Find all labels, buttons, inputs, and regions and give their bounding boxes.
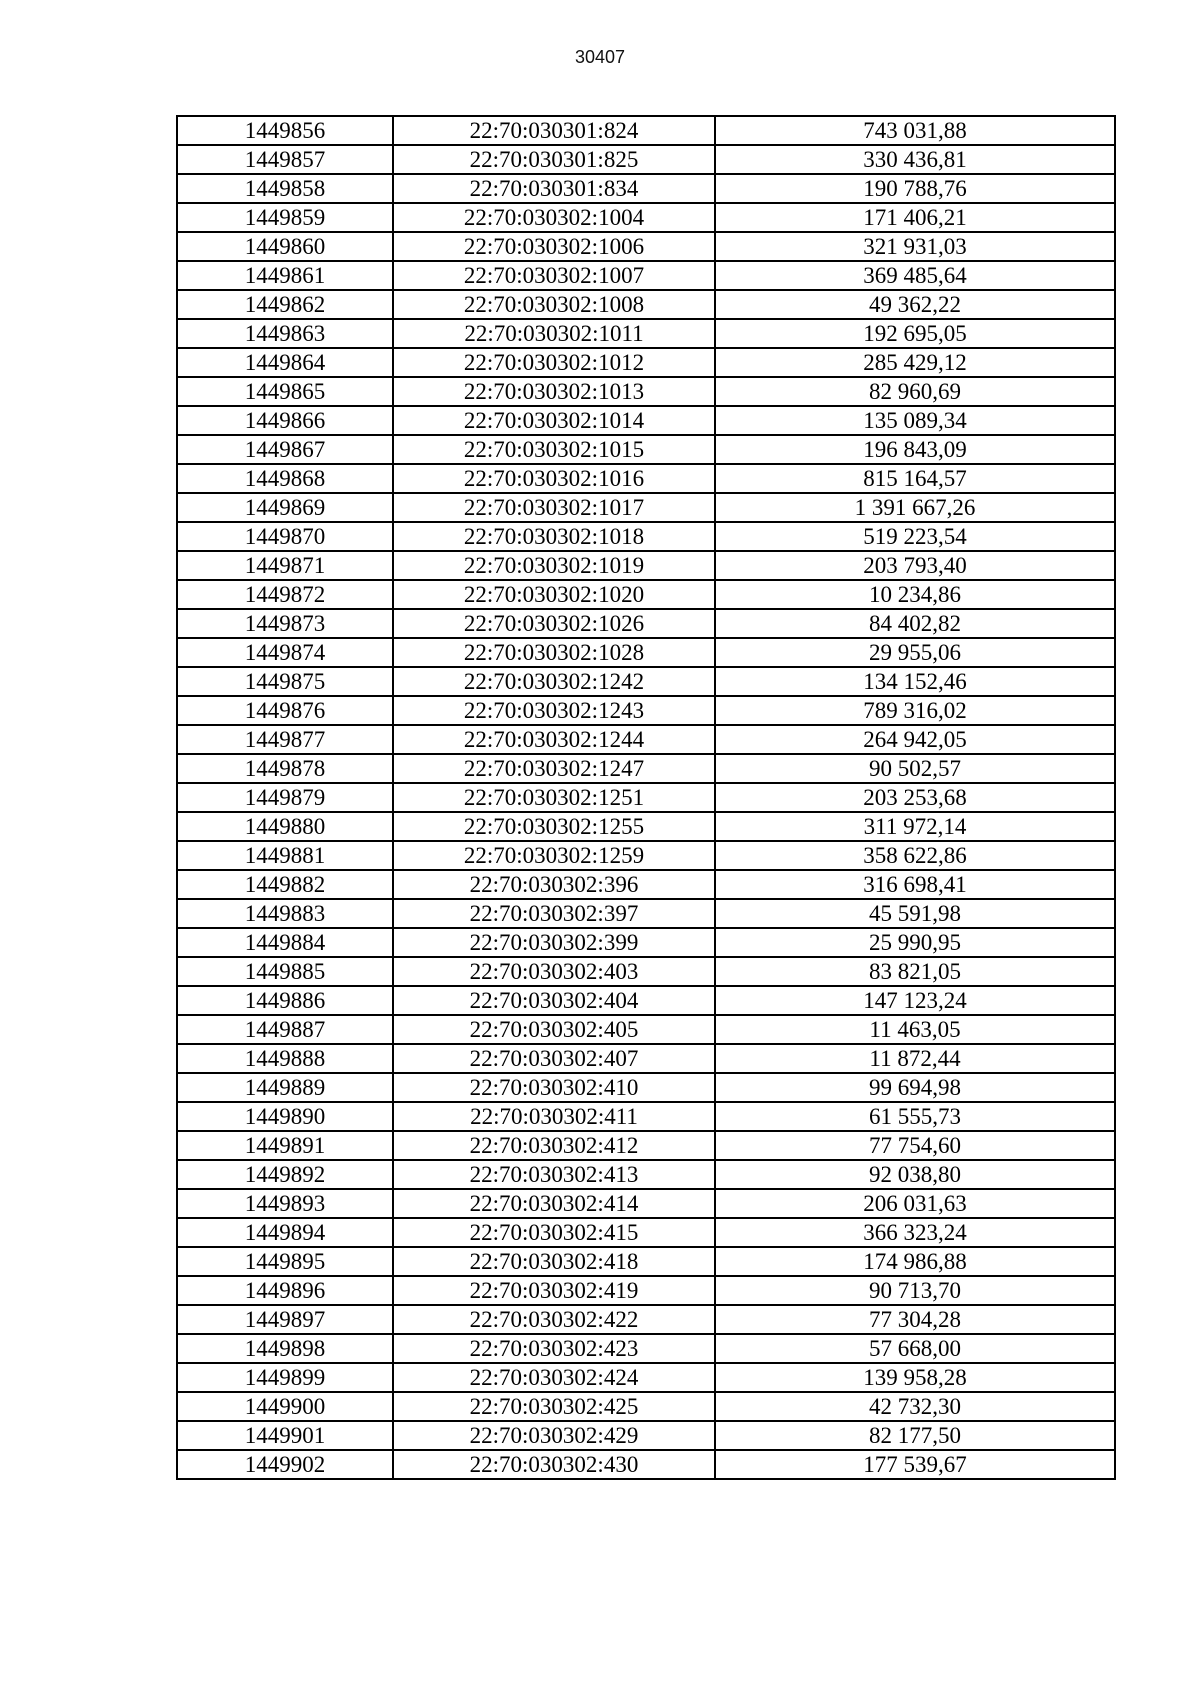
table-row	[177, 696, 1115, 725]
row-number-cell: 1449893	[177, 1189, 393, 1218]
cadastral-value-cell: 42 732,30	[715, 1392, 1115, 1421]
table-row	[177, 232, 1115, 261]
cadastral-value-cell: 519 223,54	[715, 522, 1115, 551]
cadastral-number-cell: 22:70:030302:425	[393, 1392, 715, 1421]
table-row	[177, 145, 1115, 174]
cadastral-number-cell: 22:70:030302:412	[393, 1131, 715, 1160]
row-number-cell: 1449872	[177, 580, 393, 609]
cadastral-value-cell: 84 402,82	[715, 609, 1115, 638]
cadastral-value-cell: 10 234,86	[715, 580, 1115, 609]
row-number-cell: 1449896	[177, 1276, 393, 1305]
row-number-cell: 1449895	[177, 1247, 393, 1276]
cadastral-value-cell: 177 539,67	[715, 1450, 1115, 1479]
table-row	[177, 986, 1115, 1015]
cadastral-number-cell: 22:70:030302:403	[393, 957, 715, 986]
cadastral-value-cell: 369 485,64	[715, 261, 1115, 290]
cadastral-number-cell: 22:70:030302:1008	[393, 290, 715, 319]
row-number-cell: 1449874	[177, 638, 393, 667]
cadastral-number-cell: 22:70:030302:1259	[393, 841, 715, 870]
row-number-cell: 1449900	[177, 1392, 393, 1421]
cadastral-number-cell: 22:70:030302:1242	[393, 667, 715, 696]
cadastral-number-cell: 22:70:030302:1013	[393, 377, 715, 406]
table-row	[177, 928, 1115, 957]
cadastral-value-cell: 83 821,05	[715, 957, 1115, 986]
row-number-cell: 1449888	[177, 1044, 393, 1073]
table-row	[177, 116, 1115, 145]
table-row	[177, 1363, 1115, 1392]
cadastral-number-cell: 22:70:030302:404	[393, 986, 715, 1015]
cadastral-value-cell: 366 323,24	[715, 1218, 1115, 1247]
table-row	[177, 899, 1115, 928]
cadastral-number-cell: 22:70:030302:1017	[393, 493, 715, 522]
cadastral-value-cell: 743 031,88	[715, 116, 1115, 145]
cadastral-value-cell: 77 304,28	[715, 1305, 1115, 1334]
cadastral-value-cell: 99 694,98	[715, 1073, 1115, 1102]
cadastral-number-cell: 22:70:030302:411	[393, 1102, 715, 1131]
row-number-cell: 1449876	[177, 696, 393, 725]
row-number-cell: 1449882	[177, 870, 393, 899]
cadastral-number-cell: 22:70:030302:423	[393, 1334, 715, 1363]
cadastral-value-cell: 815 164,57	[715, 464, 1115, 493]
cadastral-number-cell: 22:70:030302:419	[393, 1276, 715, 1305]
cadastral-number-cell: 22:70:030302:1006	[393, 232, 715, 261]
cadastral-number-cell: 22:70:030302:1007	[393, 261, 715, 290]
row-number-cell: 1449890	[177, 1102, 393, 1131]
row-number-cell: 1449863	[177, 319, 393, 348]
cadastral-value-cell: 203 793,40	[715, 551, 1115, 580]
row-number-cell: 1449861	[177, 261, 393, 290]
row-number-cell: 1449865	[177, 377, 393, 406]
table-row	[177, 1160, 1115, 1189]
row-number-cell: 1449878	[177, 754, 393, 783]
row-number-cell: 1449857	[177, 145, 393, 174]
row-number-cell: 1449875	[177, 667, 393, 696]
row-number-cell: 1449877	[177, 725, 393, 754]
cadastral-number-cell: 22:70:030302:407	[393, 1044, 715, 1073]
cadastral-number-cell: 22:70:030302:415	[393, 1218, 715, 1247]
cadastral-number-cell: 22:70:030302:424	[393, 1363, 715, 1392]
table-row	[177, 1305, 1115, 1334]
row-number-cell: 1449866	[177, 406, 393, 435]
row-number-cell: 1449860	[177, 232, 393, 261]
table-row	[177, 580, 1115, 609]
row-number-cell: 1449868	[177, 464, 393, 493]
table-row	[177, 1218, 1115, 1247]
table-row	[177, 1015, 1115, 1044]
table-row	[177, 1247, 1115, 1276]
row-number-cell: 1449870	[177, 522, 393, 551]
cadastral-value-cell: 57 668,00	[715, 1334, 1115, 1363]
row-number-cell: 1449886	[177, 986, 393, 1015]
row-number-cell: 1449902	[177, 1450, 393, 1479]
cadastral-number-cell: 22:70:030302:1016	[393, 464, 715, 493]
table-row	[177, 725, 1115, 754]
table-row	[177, 1189, 1115, 1218]
table-row	[177, 1450, 1115, 1479]
table-row	[177, 464, 1115, 493]
cadastral-value-cell: 77 754,60	[715, 1131, 1115, 1160]
table-row	[177, 1073, 1115, 1102]
cadastral-value-cell: 29 955,06	[715, 638, 1115, 667]
cadastral-value-cell: 285 429,12	[715, 348, 1115, 377]
cadastral-value-cell: 192 695,05	[715, 319, 1115, 348]
cadastral-value-cell: 25 990,95	[715, 928, 1115, 957]
cadastral-number-cell: 22:70:030302:405	[393, 1015, 715, 1044]
table-row	[177, 493, 1115, 522]
table-body	[177, 116, 1115, 1479]
cadastral-number-cell: 22:70:030302:1244	[393, 725, 715, 754]
cadastral-number-cell: 22:70:030302:1011	[393, 319, 715, 348]
table-row	[177, 551, 1115, 580]
table-row	[177, 957, 1115, 986]
row-number-cell: 1449873	[177, 609, 393, 638]
row-number-cell: 1449887	[177, 1015, 393, 1044]
row-number-cell: 1449889	[177, 1073, 393, 1102]
row-number-cell: 1449898	[177, 1334, 393, 1363]
table-row	[177, 406, 1115, 435]
row-number-cell: 1449894	[177, 1218, 393, 1247]
cadastral-value-cell: 82 960,69	[715, 377, 1115, 406]
cadastral-number-cell: 22:70:030302:397	[393, 899, 715, 928]
cadastral-number-cell: 22:70:030302:418	[393, 1247, 715, 1276]
table-row	[177, 754, 1115, 783]
cadastral-number-cell: 22:70:030302:1251	[393, 783, 715, 812]
row-number-cell: 1449892	[177, 1160, 393, 1189]
row-number-cell: 1449891	[177, 1131, 393, 1160]
cadastral-number-cell: 22:70:030302:414	[393, 1189, 715, 1218]
cadastral-number-cell: 22:70:030302:422	[393, 1305, 715, 1334]
cadastral-value-cell: 11 872,44	[715, 1044, 1115, 1073]
row-number-cell: 1449862	[177, 290, 393, 319]
table-row	[177, 1102, 1115, 1131]
cadastral-number-cell: 22:70:030302:1028	[393, 638, 715, 667]
cadastral-number-cell: 22:70:030302:1012	[393, 348, 715, 377]
page-number: 30407	[574, 47, 626, 67]
cadastral-value-cell: 61 555,73	[715, 1102, 1115, 1131]
row-number-cell: 1449897	[177, 1305, 393, 1334]
cadastral-value-cell: 135 089,34	[715, 406, 1115, 435]
cadastral-value-cell: 139 958,28	[715, 1363, 1115, 1392]
cadastral-value-cell: 49 362,22	[715, 290, 1115, 319]
row-number-cell: 1449884	[177, 928, 393, 957]
cadastral-value-cell: 82 177,50	[715, 1421, 1115, 1450]
table-row	[177, 1276, 1115, 1305]
table-row	[177, 812, 1115, 841]
cadastral-value-cell: 174 986,88	[715, 1247, 1115, 1276]
cadastral-value-cell: 45 591,98	[715, 899, 1115, 928]
row-number-cell: 1449864	[177, 348, 393, 377]
row-number-cell: 1449901	[177, 1421, 393, 1450]
table-row	[177, 1421, 1115, 1450]
table-row	[177, 522, 1115, 551]
row-number-cell: 1449858	[177, 174, 393, 203]
row-number-cell: 1449880	[177, 812, 393, 841]
table-row	[177, 174, 1115, 203]
cadastral-number-cell: 22:70:030302:1020	[393, 580, 715, 609]
table-row	[177, 841, 1115, 870]
table-row	[177, 435, 1115, 464]
cadastral-value-cell: 134 152,46	[715, 667, 1115, 696]
cadastral-value-cell: 1 391 667,26	[715, 493, 1115, 522]
cadastral-value-cell: 206 031,63	[715, 1189, 1115, 1218]
cadastral-number-cell: 22:70:030302:1026	[393, 609, 715, 638]
cadastral-number-cell: 22:70:030302:1255	[393, 812, 715, 841]
cadastral-value-cell: 311 972,14	[715, 812, 1115, 841]
cadastral-value-cell: 90 713,70	[715, 1276, 1115, 1305]
cadastral-value-cell: 90 502,57	[715, 754, 1115, 783]
cadastral-value-cell: 196 843,09	[715, 435, 1115, 464]
row-number-cell: 1449881	[177, 841, 393, 870]
table-row	[177, 203, 1115, 232]
cadastral-value-cell: 316 698,41	[715, 870, 1115, 899]
cadastral-number-cell: 22:70:030302:1247	[393, 754, 715, 783]
table-row	[177, 1334, 1115, 1363]
cadastral-value-cell: 171 406,21	[715, 203, 1115, 232]
row-number-cell: 1449883	[177, 899, 393, 928]
cadastral-value-cell: 92 038,80	[715, 1160, 1115, 1189]
cadastral-value-cell: 203 253,68	[715, 783, 1115, 812]
table-row	[177, 348, 1115, 377]
cadastral-number-cell: 22:70:030302:399	[393, 928, 715, 957]
table-row	[177, 667, 1115, 696]
table-row	[177, 261, 1115, 290]
table-row	[177, 290, 1115, 319]
cadastral-number-cell: 22:70:030302:1004	[393, 203, 715, 232]
row-number-cell: 1449869	[177, 493, 393, 522]
cadastral-number-cell: 22:70:030302:1018	[393, 522, 715, 551]
table-row	[177, 870, 1115, 899]
cadastral-value-cell: 190 788,76	[715, 174, 1115, 203]
row-number-cell: 1449859	[177, 203, 393, 232]
cadastral-number-cell: 22:70:030302:410	[393, 1073, 715, 1102]
cadastral-number-cell: 22:70:030302:413	[393, 1160, 715, 1189]
cadastral-number-cell: 22:70:030301:824	[393, 116, 715, 145]
cadastral-value-cell: 11 463,05	[715, 1015, 1115, 1044]
cadastral-number-cell: 22:70:030302:1014	[393, 406, 715, 435]
row-number-cell: 1449899	[177, 1363, 393, 1392]
cadastral-number-cell: 22:70:030302:396	[393, 870, 715, 899]
cadastral-value-cell: 321 931,03	[715, 232, 1115, 261]
cadastral-number-cell: 22:70:030302:1243	[393, 696, 715, 725]
table-row	[177, 638, 1115, 667]
table-row	[177, 377, 1115, 406]
cadastral-value-cell: 147 123,24	[715, 986, 1115, 1015]
table-row	[177, 1044, 1115, 1073]
cadastral-number-cell: 22:70:030301:834	[393, 174, 715, 203]
table-row	[177, 783, 1115, 812]
cadastral-value-table	[176, 115, 1116, 1480]
cadastral-value-cell: 358 622,86	[715, 841, 1115, 870]
cadastral-value-cell: 264 942,05	[715, 725, 1115, 754]
table-row	[177, 319, 1115, 348]
cadastral-number-cell: 22:70:030302:1019	[393, 551, 715, 580]
table-row	[177, 1131, 1115, 1160]
table-row	[177, 609, 1115, 638]
row-number-cell: 1449871	[177, 551, 393, 580]
table-row	[177, 1392, 1115, 1421]
cadastral-number-cell: 22:70:030302:430	[393, 1450, 715, 1479]
row-number-cell: 1449885	[177, 957, 393, 986]
cadastral-value-cell: 330 436,81	[715, 145, 1115, 174]
cadastral-number-cell: 22:70:030302:429	[393, 1421, 715, 1450]
row-number-cell: 1449879	[177, 783, 393, 812]
cadastral-value-cell: 789 316,02	[715, 696, 1115, 725]
row-number-cell: 1449867	[177, 435, 393, 464]
cadastral-number-cell: 22:70:030302:1015	[393, 435, 715, 464]
cadastral-number-cell: 22:70:030301:825	[393, 145, 715, 174]
row-number-cell: 1449856	[177, 116, 393, 145]
